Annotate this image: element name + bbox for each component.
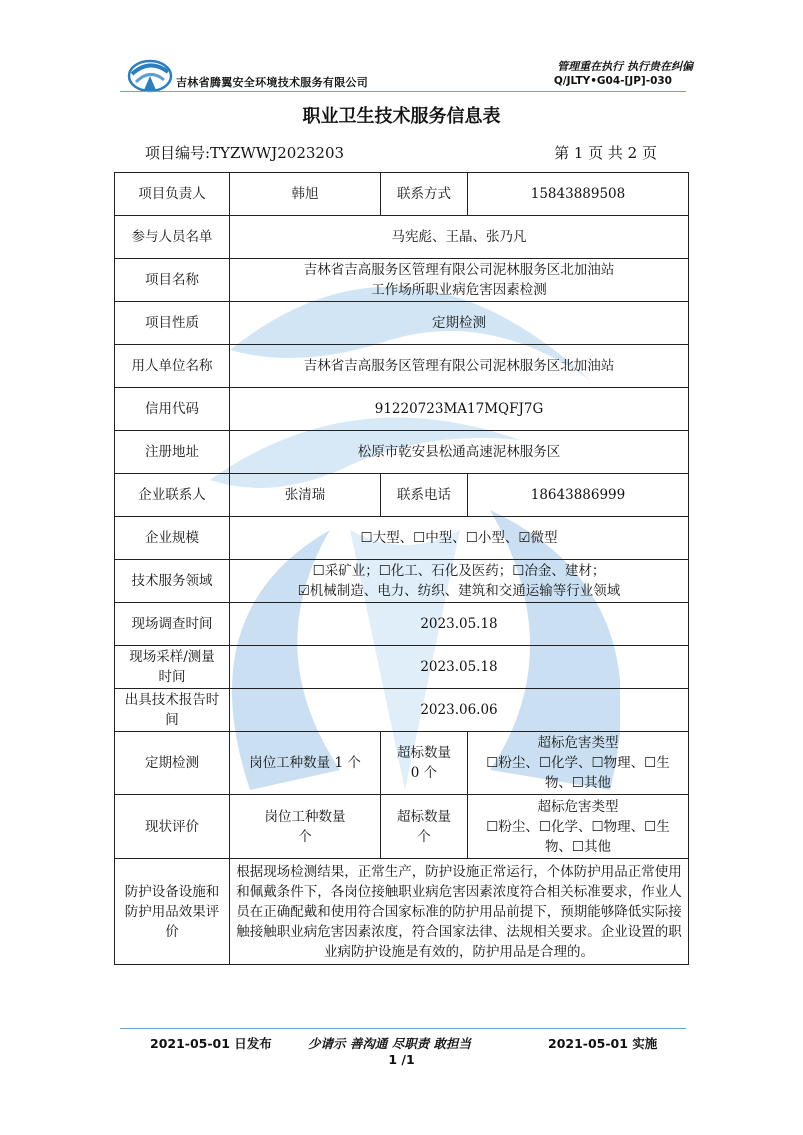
table-row — [115, 474, 689, 517]
contact-value: 15843889508 — [468, 173, 689, 216]
label-line: 间 — [165, 712, 179, 728]
status-exceed — [381, 795, 468, 859]
protection-evaluation-text: 根据现场检测结果，正常生产，防护设施正常运行，个体防护用品正常使用和佩戴条件下，各岗位接触职业病危害因素浓度符合相关标准要求，作业人员在正确配戴和使用符合国家标准的防护用品前提下，预期能够降低实际接触接触职业病危害因素浓度，符合国家法律、法规相关要求。企业设置的职业病防护设施是有效的，防护用品是合理的。 — [230, 859, 689, 965]
table-row — [115, 859, 689, 965]
periodic-hazard-types — [468, 732, 689, 795]
address-label: 注册地址 — [115, 431, 230, 474]
label-line: 时间 — [158, 669, 186, 685]
members-value: 马宪彪、王晶、张乃凡 — [230, 216, 689, 259]
hazard-line: 物、☐其他 — [544, 838, 612, 855]
report-time-label — [115, 689, 230, 732]
status-hazard-types — [468, 795, 689, 859]
service-field-line: ☑机械制造、电力、纺织、建筑和交通运输等行业领域 — [297, 583, 621, 599]
footer-slogan: 少请示 善沟通 尽职责 敢担当 — [308, 1036, 472, 1051]
employer-label: 用人单位名称 — [115, 345, 230, 388]
contact-label: 联系方式 — [381, 173, 468, 216]
page-number: 1 /1 — [388, 1052, 415, 1067]
table-row — [115, 431, 689, 474]
leader-value: 韩旭 — [230, 173, 381, 216]
enterprise-phone-value: 18643886999 — [468, 474, 689, 517]
header-motto: 管理重在执行 执行贵在纠偏 — [557, 60, 693, 73]
periodic-exceed — [381, 732, 468, 795]
exceed-line: 超标数量 — [397, 745, 451, 761]
enterprise-phone-label: 联系电话 — [381, 474, 468, 517]
table-row — [115, 795, 689, 859]
scale-label: 企业规模 — [115, 517, 230, 560]
table-row — [115, 216, 689, 259]
company-logo-icon — [126, 54, 174, 94]
enterprise-contact-label: 企业联系人 — [115, 474, 230, 517]
table-row — [115, 689, 689, 732]
exceed-line: 个 — [417, 828, 431, 845]
header-rule — [120, 91, 686, 92]
service-field-value — [230, 560, 689, 603]
exceed-line: 0 个 — [410, 765, 438, 781]
members-label: 参与人员名单 — [115, 216, 230, 259]
table-row — [115, 603, 689, 646]
table-row — [115, 517, 689, 560]
page-info: 第 1 页 共 2 页 — [554, 144, 657, 162]
hazard-line: 超标危害类型 — [537, 735, 619, 751]
effective-date: 2021-05-01 实施 — [548, 1036, 658, 1051]
survey-time-value: 2023.05.18 — [230, 603, 689, 646]
document-number: Q/JLTY•G04-[JP]-030 — [553, 75, 672, 87]
address-value: 松原市乾安县松通高速泥林服务区 — [230, 431, 689, 474]
project-name-line: 工作场所职业病危害因素检测 — [371, 282, 547, 298]
credit-label: 信用代码 — [115, 388, 230, 431]
table-row — [115, 345, 689, 388]
sampling-time-label — [115, 646, 230, 689]
exceed-line: 超标数量 — [397, 808, 451, 825]
project-name-line: 吉林省吉高服务区管理有限公司泥林服务区北加油站 — [303, 262, 615, 278]
enterprise-contact-value: 张清瑞 — [230, 474, 381, 517]
label-line: 现场采样/测量 — [129, 649, 215, 665]
project-name-label: 项目名称 — [115, 259, 230, 302]
status-label: 现状评价 — [115, 795, 230, 859]
table-row — [115, 388, 689, 431]
hazard-line: 超标危害类型 — [537, 798, 619, 815]
company-name: 吉林省腾翼安全环境技术服务有限公司 — [176, 76, 369, 89]
periodic-posts: 岗位工种数量 1 个 — [230, 732, 381, 795]
sampling-time-value: 2023.05.18 — [230, 646, 689, 689]
project-name-value — [230, 259, 689, 302]
table-row — [115, 173, 689, 216]
table-row — [115, 560, 689, 603]
hazard-line: ☐粉尘、☐化学、☐物理、☐生 — [486, 755, 670, 771]
label-line: 价 — [165, 923, 179, 940]
scale-checkboxes: ☐大型、☐中型、☐小型、☑微型 — [230, 517, 689, 560]
info-table — [114, 172, 689, 965]
leader-label: 项目负责人 — [115, 173, 230, 216]
nature-label: 项目性质 — [115, 302, 230, 345]
issue-date: 2021-05-01 日发布 — [150, 1036, 272, 1051]
periodic-label: 定期检测 — [115, 732, 230, 795]
footer-rule — [120, 1028, 686, 1029]
table-row — [115, 302, 689, 345]
hazard-line: ☐粉尘、☐化学、☐物理、☐生 — [486, 818, 670, 835]
posts-line: 岗位工种数量 — [264, 808, 346, 825]
service-field-label: 技术服务领域 — [115, 560, 230, 603]
survey-time-label: 现场调查时间 — [115, 603, 230, 646]
table-row — [115, 732, 689, 795]
report-time-value: 2023.06.06 — [230, 689, 689, 732]
table-row — [115, 259, 689, 302]
page-title: 职业卫生技术服务信息表 — [302, 106, 501, 127]
service-field-line: ☐采矿业；☐化工、石化及医药；☐冶金、建材； — [312, 563, 606, 579]
project-number: 项目编号:TYZWWJ2023203 — [145, 144, 345, 162]
credit-value: 91220723MA17MQFJ7G — [230, 388, 689, 431]
nature-value: 定期检测 — [230, 302, 689, 345]
posts-line: 个 — [298, 828, 312, 845]
hazard-line: 物、☐其他 — [544, 775, 612, 791]
label-line: 防护设备设施和 — [124, 883, 220, 900]
label-line: 防护用品效果评 — [124, 903, 220, 920]
status-posts — [230, 795, 381, 859]
employer-value: 吉林省吉高服务区管理有限公司泥林服务区北加油站 — [230, 345, 689, 388]
label-line: 出具技术报告时 — [124, 692, 220, 708]
table-row — [115, 646, 689, 689]
protection-label — [115, 859, 230, 965]
